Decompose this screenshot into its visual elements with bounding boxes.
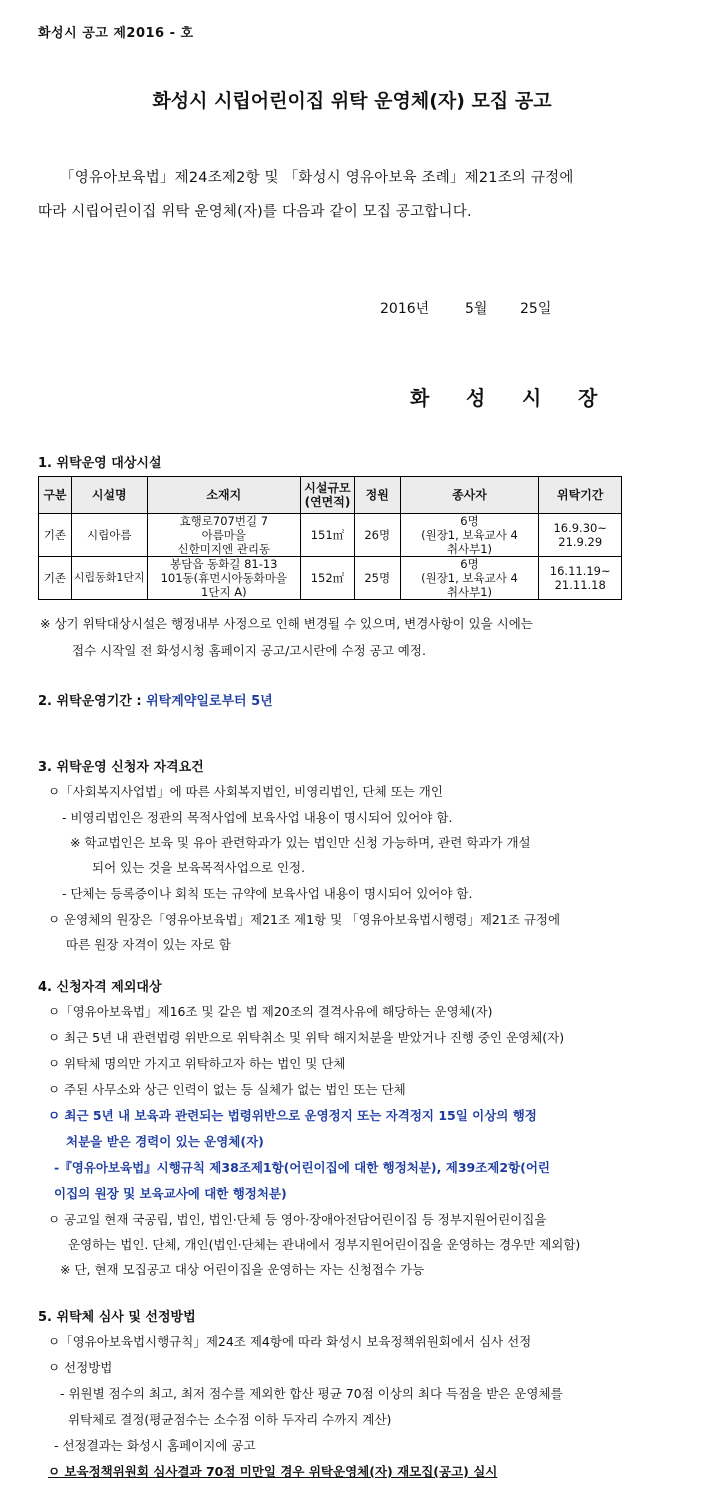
cell-name: 시립동화1단지 xyxy=(71,557,147,600)
date-day: 25일 xyxy=(520,301,552,317)
staff-line: 6명 xyxy=(460,514,479,528)
intro-line-2: 따라 시립어린이집 위탁 운영체(자)를 다음과 같이 모집 공고합니다. xyxy=(38,204,472,220)
address-line: 1단지 A) xyxy=(201,585,247,599)
mayor-char-1: 화 xyxy=(410,386,430,410)
exclusion-line: ㅇ 주된 사무소와 상근 인력이 없는 등 실체가 없는 법인 또는 단체 xyxy=(48,1082,406,1097)
col-header-staff: 종사자 xyxy=(400,477,539,514)
col-header-area-line-1: 시설규모 xyxy=(304,481,351,495)
address-line: 101동(휴먼시아동화마을 xyxy=(160,571,288,585)
address-line: 효행로707번길 7 xyxy=(179,514,269,528)
mayor-char-3: 시 xyxy=(522,386,542,410)
exclusion-highlight-line: 이집의 원장 및 보육교사에 대한 행정처분) xyxy=(54,1186,287,1201)
address-line: 아름마을 xyxy=(201,528,247,542)
section-2-label: 2. 위탁운영기간 : xyxy=(38,694,142,709)
exclusion-highlight-line: 처분을 받은 경력이 있는 운영체(자) xyxy=(66,1134,264,1149)
facility-table xyxy=(38,476,622,600)
address-line: 신한미지엔 관리동 xyxy=(177,542,271,556)
col-header-area-line-2: (연면적) xyxy=(304,495,351,509)
eligibility-line: ※ 학교법인은 보육 및 유아 관련학과가 있는 법인만 신청 가능하며, 관련 학과가 개설 xyxy=(70,835,531,850)
staff-line: 6명 xyxy=(460,557,479,571)
table-header-row xyxy=(39,477,622,514)
period-line: 21.11.18 xyxy=(554,578,606,592)
section-3-heading: 3. 위탁운영 신청자 자격요건 xyxy=(38,760,204,775)
cell-type: 기존 xyxy=(39,514,72,557)
cell-period xyxy=(539,514,622,557)
exclusion-highlight-line: -『영유아보육법』시행규칙 제38조제1항(어린이집에 대한 행정처분), 제39조제2항(어린 xyxy=(54,1160,550,1175)
eligibility-line: ㅇ 운영체의 원장은「영유아보육법」제21조 제1항 및 「영유아보육법시행령」제21조 규정에 xyxy=(48,912,561,927)
cell-area: 151㎡ xyxy=(301,514,355,557)
contract-period-value: 위탁계약일로부터 5년 xyxy=(146,694,273,709)
col-header-address: 소재지 xyxy=(147,477,300,514)
table-row xyxy=(39,514,622,557)
cell-name: 시립아름 xyxy=(71,514,147,557)
mayor-char-4: 장 xyxy=(578,386,598,410)
selection-line: 위탁체로 결정(평균점수는 소수점 이하 두자리 수까지 계산) xyxy=(68,1412,392,1427)
cell-capacity: 26명 xyxy=(354,514,400,557)
intro-line-1: 「영유아보육법」제24조제2항 및 「화성시 영유아보육 조례」제21조의 규정에 xyxy=(60,170,574,186)
col-header-capacity: 정원 xyxy=(354,477,400,514)
cell-capacity: 25명 xyxy=(354,557,400,600)
exclusion-line: 운영하는 법인. 단체, 개인(법인·단체는 관내에서 정부지원어린이집을 운영하는 경우만 제외함) xyxy=(68,1237,581,1252)
cell-staff xyxy=(400,557,539,600)
exclusion-line: ※ 단, 현재 모집공고 대상 어린이집을 운영하는 자는 신청접수 가능 xyxy=(60,1262,425,1277)
staff-line: 취사부1) xyxy=(446,542,493,556)
eligibility-line: 따른 원장 자격이 있는 자로 함 xyxy=(66,937,231,952)
staff-line: (원장1, 보육교사 4 xyxy=(421,528,518,542)
period-line: 21.9.29 xyxy=(558,535,603,549)
section-1-heading: 1. 위탁운영 대상시설 xyxy=(38,456,162,471)
facility-note-1: ※ 상기 위탁대상시설은 행정내부 사정으로 인해 변경될 수 있으며, 변경사항이 있을 시에는 xyxy=(40,616,533,631)
exclusion-line: ㅇ 위탁체 명의만 가지고 위탁하고자 하는 법인 및 단체 xyxy=(48,1056,346,1071)
period-line: 16.9.30~ xyxy=(553,521,607,535)
notice-number: 화성시 공고 제2016 - 호 xyxy=(38,26,194,41)
date-month: 5월 xyxy=(465,301,488,317)
eligibility-line: 되어 있는 것을 보육목적사업으로 인정. xyxy=(92,860,306,875)
section-4-heading: 4. 신청자격 제외대상 xyxy=(38,980,162,995)
selection-line: ㅇ「영유아보육법시행규칙」제24조 제4항에 따라 화성시 보육정책위원회에서 심사 선정 xyxy=(48,1334,532,1349)
facility-note-2: 접수 시작일 전 화성시청 홈페이지 공고/고시란에 수정 공고 예정. xyxy=(72,643,426,658)
page-title: 화성시 시립어린이집 위탁 운영체(자) 모집 공고 xyxy=(152,90,552,112)
section-2-heading xyxy=(38,690,273,709)
eligibility-line: - 비영리법인은 정관의 목적사업에 보육사업 내용이 명시되어 있어야 함. xyxy=(62,810,453,825)
cell-staff xyxy=(400,514,539,557)
col-header-name: 시설명 xyxy=(71,477,147,514)
selection-line: ㅇ 선정방법 xyxy=(48,1360,113,1375)
section-5-heading: 5. 위탁체 심사 및 선정방법 xyxy=(38,1310,196,1325)
col-header-area xyxy=(301,477,355,514)
cell-address xyxy=(147,557,300,600)
date-year: 2016년 xyxy=(380,301,430,317)
cell-address xyxy=(147,514,300,557)
period-line: 16.11.19~ xyxy=(549,564,611,578)
mayor-char-2: 성 xyxy=(466,386,486,410)
col-header-type: 구분 xyxy=(39,477,72,514)
staff-line: 취사부1) xyxy=(446,585,493,599)
cell-period xyxy=(539,557,622,600)
eligibility-line: ㅇ「사회복지사업법」에 따른 사회복지법인, 비영리법인, 단체 또는 개인 xyxy=(48,784,443,799)
selection-line: - 선정결과는 화성시 홈페이지에 공고 xyxy=(54,1438,256,1453)
eligibility-line: - 단체는 등록증이나 회칙 또는 규약에 보육사업 내용이 명시되어 있어야 함. xyxy=(62,886,473,901)
cell-type: 기존 xyxy=(39,557,72,600)
selection-line: - 위원별 점수의 최고, 최저 점수를 제외한 합산 평균 70점 이상의 최다 득점을 받은 운영체를 xyxy=(60,1386,563,1401)
exclusion-line: ㅇ 공고일 현재 국공립, 법인, 법인·단체 등 영아·장애아전담어린이집 등 정부지원어린이집을 xyxy=(48,1212,547,1227)
exclusion-line: ㅇ「영유아보육법」제16조 및 같은 법 제20조의 결격사유에 해당하는 운영체(자) xyxy=(48,1004,493,1019)
table-row xyxy=(39,557,622,600)
address-line: 봉담읍 동화길 81-13 xyxy=(170,557,278,571)
staff-line: (원장1, 보육교사 4 xyxy=(421,571,518,585)
exclusion-highlight-line: ㅇ 최근 5년 내 보육과 관련되는 법령위반으로 운영정지 또는 자격정지 15일 이상의 행정 xyxy=(48,1108,537,1123)
cell-area: 152㎡ xyxy=(301,557,355,600)
rebid-notice: ㅇ 보육정책위원회 심사결과 70점 미만일 경우 위탁운영체(자) 재모집(공고) 실시 xyxy=(48,1464,498,1479)
exclusion-line: ㅇ 최근 5년 내 관련법령 위반으로 위탁취소 및 위탁 해지처분을 받았거나 진행 중인 운영체(자) xyxy=(48,1030,565,1045)
col-header-period: 위탁기간 xyxy=(539,477,622,514)
